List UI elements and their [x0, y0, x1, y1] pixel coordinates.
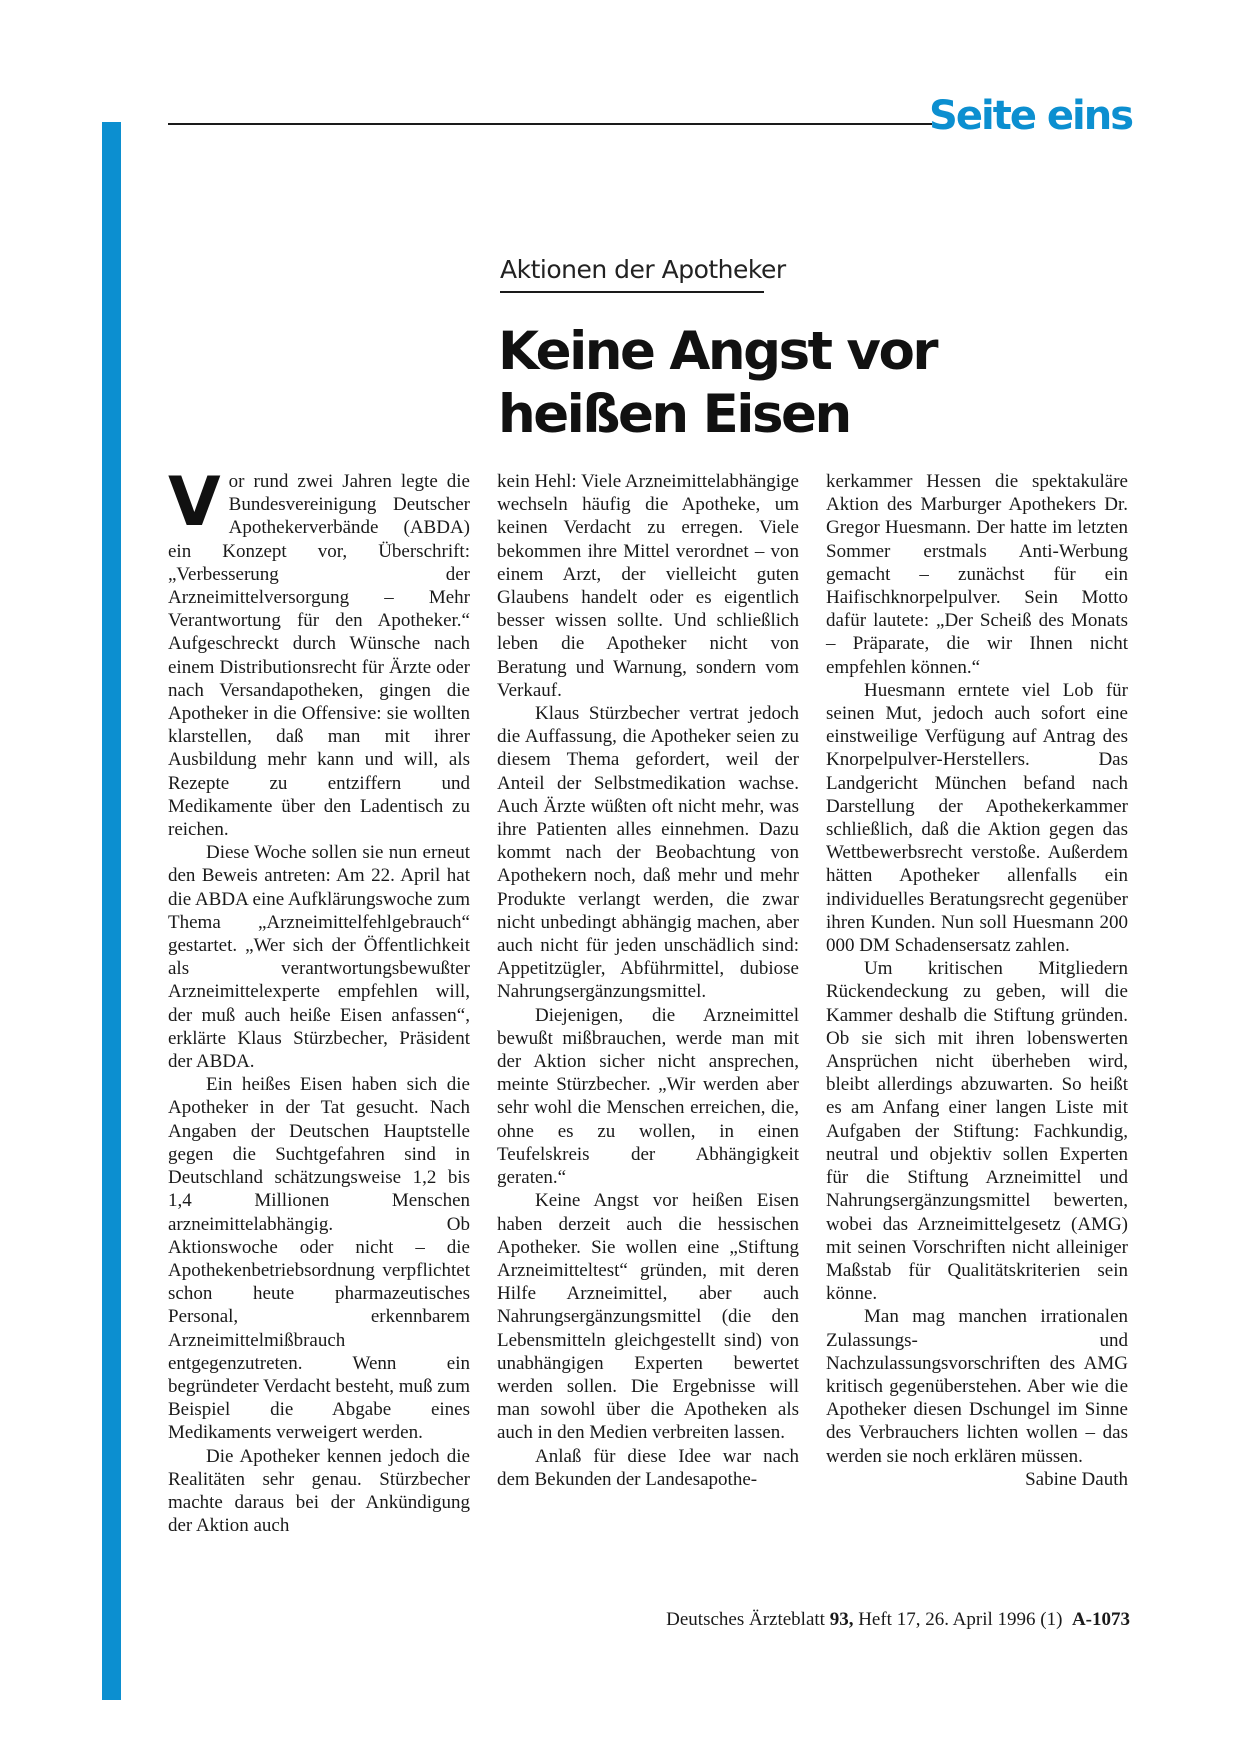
paragraph: Huesmann erntete viel Lob für seinen Mut, jedoch auch sofort eine einstweilige Verfügung auf Antrag des Knorpelpulver-Herstellers. Das Landgericht München befand nach Darstellung der Apothekerkammer schließlich, daß die Aktion gegen das Wettbewerbsrecht verstoße. Außerdem hätten Apotheker allenfalls ein individuelles Beratungsrecht gegenüber ihren Kunden. Nun soll Huesmann 200 000 DM Schadensersatz zahlen.	[826, 679, 1128, 957]
paragraph: Diejenigen, die Arzneimittel bewußt mißbrauchen, werde man mit der Aktion sicher nicht ansprechen, meinte Stürzbecher. „Wir werden aber sehr wohl die Menschen erreichen, die, ohne es zu wollen, in einen Teufelskreis der Abhängigkeit geraten.“	[497, 1004, 799, 1189]
page-number: A-1073	[1071, 1609, 1130, 1630]
article-column-3	[826, 470, 1128, 1491]
paragraph	[168, 463, 470, 841]
article-column-1	[168, 463, 470, 1537]
journal-name: Deutsches Ärzteblatt	[666, 1609, 825, 1630]
accent-bar	[102, 122, 121, 1700]
headline-line-2: heißen Eisen	[498, 384, 850, 445]
drop-cap: V	[168, 463, 221, 542]
page-footer	[666, 1609, 1130, 1631]
headline-line-1: Keine Angst vor	[498, 321, 936, 382]
issue-info: Heft 17, 26. April 1996 (1)	[858, 1609, 1063, 1630]
article-column-2	[497, 470, 799, 1491]
header-rule	[168, 123, 932, 125]
paragraph: Keine Angst vor heißen Eisen haben derzeit auch die hessischen Apotheker. Sie wollen eine „Stiftung Arzneimitteltest“ gründen, mit deren Hilfe Arzneimittel, aber auch Nahrungsergänzungsmittel (die den Lebensmitteln gleichgestellt sind) von unabhängigen Experten bewertet werden sollen. Die Ergebnisse will man sowohl über die Apotheken als auch in den Medien verbreiten lassen.	[497, 1190, 799, 1444]
paragraph: Ein heißes Eisen haben sich die Apotheker in der Tat gesucht. Nach Angaben der Deutschen Hauptstelle gegen die Suchtgefahren sind in Deutschland schätzungsweise 1,2 bis 1,4 Millionen Menschen arzneimittelabhängig. Ob Aktionswoche oder nicht – die Apothekenbetriebsordnung verpflichtet schon heute pharmazeutisches Personal, erkennbarem Arzneimittelmißbrauch entgegenzutreten. Wenn ein begründeter Verdacht besteht, muß zum Beispiel die Abgabe eines Medikaments verweigert werden.	[168, 1074, 470, 1444]
paragraph: Anlaß für diese Idee war nach dem Bekunden der Landesapothe-	[497, 1445, 799, 1490]
article-headline	[498, 320, 1058, 446]
paragraph: kein Hehl: Viele Arzneimittelabhängige wechseln häufig die Apotheke, um keinen Verdacht zu erregen. Viele bekommen ihre Mittel verordnet – von einem Arzt, der vielleicht guten Glaubens handelt oder es eigentlich besser wissen sollte. Und schließlich leben die Apotheker nicht von Beratung und Warnung, sondern vom Verkauf.	[497, 471, 799, 701]
paragraph: Die Apotheker kennen jedoch die Realitäten sehr genau. Stürzbecher machte daraus bei der Ankündigung der Aktion auch	[168, 1445, 470, 1537]
volume-number: 93,	[829, 1609, 854, 1630]
paragraph: kerkammer Hessen die spektakuläre Aktion des Marburger Apothekers Dr. Gregor Huesmann. Der hatte im letzten Sommer erstmals Anti-Werbung gemacht – zunächst für ein Haifischknorpelpulver. Sein Motto dafür lautete: „Der Scheiß des Monats – Präparate, die wir Ihnen nicht empfehlen können.“	[826, 471, 1128, 678]
paragraph: Klaus Stürzbecher vertrat jedoch die Auffassung, die Apotheker seien zu diesem Thema gefordert, weil der Anteil der Selbstmedikation wachse. Auch Ärzte wüßten oft nicht mehr, was ihre Patienten alles einnehmen. Dazu kommt nach der Beobachtung von Apothekern noch, daß mehr und mehr Produkte verlangt werden, die zwar nicht unbedingt abhängig machen, aber auch nicht für jeden unschädlich sind: Appetitzügler, Abführmittel, dubiose Nahrungsergänzungsmittel.	[497, 703, 799, 1003]
paragraph: Um kritischen Mitgliedern Rückendeckung zu geben, will die Kammer deshalb die Stiftung gründen. Ob sie sich mit ihren lobenswerten Ansprüchen nicht überheben wird, bleibt allerdings abzuwarten. So heißt es am Anfang einer langen Liste mit Aufgaben der Stiftung: Fachkundig, neutral und objektiv sollen Experten für die Stiftung Arzneimittel und Nahrungsergänzungsmittel bewerten, wobei das Arzneimittelgesetz (AMG) mit seinen Vorschriften nicht alleiniger Maßstab für Qualitätskriterien sein könne.	[826, 958, 1128, 1305]
paragraph: Diese Woche sollen sie nun erneut den Beweis antreten: Am 22. April hat die ABDA eine Aufklärungswoche zum Thema „Arzneimittelfehlgebrauch“ gestartet. „Wer sich der Öffentlichkeit als verantwortungsbewußter Arzneimittelexperte empfehlen will, der muß auch heiße Eisen anfassen“, erklärte Klaus Stürzbecher, Präsident der ABDA.	[168, 842, 470, 1073]
paragraph	[826, 1305, 1128, 1490]
author-byline: Sabine Dauth	[1025, 1468, 1128, 1490]
section-label: Seite eins	[929, 93, 1132, 139]
article-kicker: Aktionen der Apotheker	[500, 255, 764, 293]
paragraph-text: or rund zwei Jahren legte die Bundesvereinigung Deutscher Apothekerverbände (ABDA) ein Konzept vor, Überschrift: „Verbesserung der Arzneimittelversorgung – Mehr Verantwortung für den Apotheker.“ Aufgeschreckt durch Wünsche nach einem Distributionsrecht für Ärzte oder nach Versandapotheken, gingen die Apotheker in die Offensive: sie wollten klarstellen, daß man mit ihrer Ausbildung mehr kann und will, als Rezepte zu entziffern und Medikamente über den Ladentisch zu reichen.	[168, 471, 470, 841]
paragraph-text: Man mag manchen irrationalen Zulassungs- und Nachzulassungsvorschriften des AMG kritisch gegenüberstehen. Aber wie die Apotheker diesen Dschungel im Sinne des Verbrauchers lichten wollen – das werden sie noch erklären müssen.	[826, 1306, 1128, 1467]
